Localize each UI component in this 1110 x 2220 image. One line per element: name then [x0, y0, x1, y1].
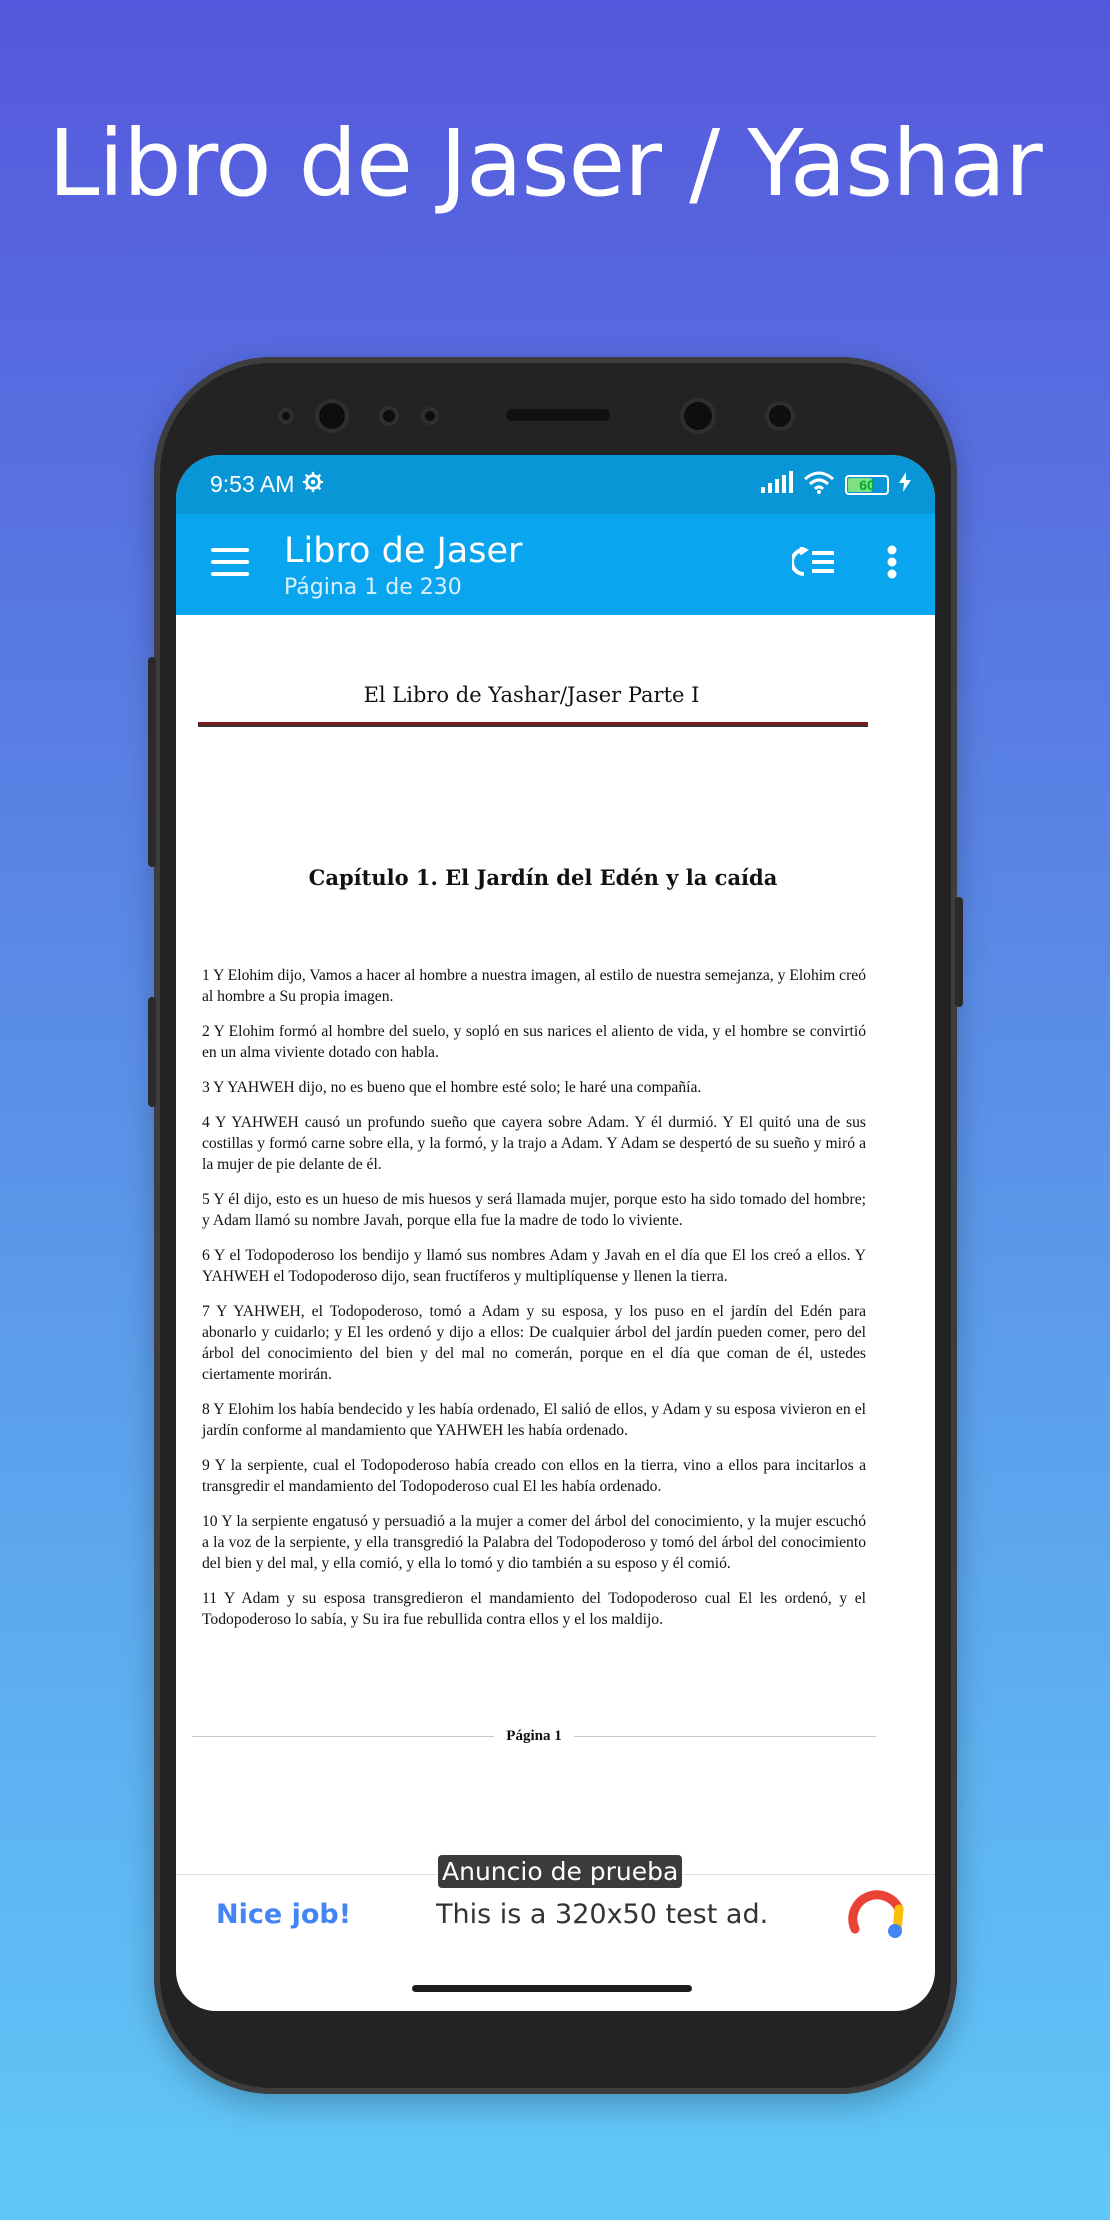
verse: 11 Y Adam y su esposa transgredieron el mandamiento del Todopoderoso cual El les ordenó, y el Todopoderoso lo sabía, y Su ira fue rebullida contra ellos y el los maldijo. — [202, 1590, 866, 1628]
wifi-icon — [803, 470, 835, 500]
ad-test-badge: Anuncio de prueba — [438, 1855, 682, 1888]
sensor-dot — [383, 410, 395, 422]
verse-list — [202, 965, 866, 1644]
signal-icon — [761, 471, 793, 499]
verse: 5 Y él dijo, esto es un hueso de mis huesos y será llamada mujer, porque esto ha sido tomado del hombre; y Adam llamó su nombre Javah, porque ella fue la madre de todo lo viviente. — [202, 1191, 866, 1229]
header-divider — [198, 722, 868, 727]
status-bar — [176, 455, 935, 514]
sensor-dot — [282, 412, 290, 420]
sensor-dot — [425, 411, 435, 421]
home-indicator[interactable] — [412, 1985, 692, 1992]
phone-screen — [176, 455, 935, 2011]
battery-level: 60 — [859, 476, 875, 493]
ad-banner[interactable] — [176, 1857, 935, 1954]
power-button — [148, 657, 156, 867]
settings-gear-icon — [302, 471, 324, 499]
document-header: El Libro de Yashar/Jaser Parte I — [363, 683, 700, 707]
status-time-group — [210, 471, 761, 499]
index-icon — [792, 547, 834, 582]
status-icons — [761, 470, 911, 500]
document-page[interactable] — [176, 615, 935, 1829]
ad-logo-icon — [847, 1885, 907, 1950]
index-button[interactable] — [777, 514, 849, 615]
page-indicator: Página 1 de 230 — [284, 575, 462, 600]
chapter-title: Capítulo 1. El Jardín del Edén y la caída — [308, 865, 778, 890]
verse: 3 Y YAHWEH dijo, no es bueno que el hombre esté solo; le haré una compañía. — [202, 1079, 702, 1096]
side-button-right — [955, 897, 963, 1007]
menu-icon — [211, 548, 249, 581]
verse: 2 Y Elohim formó al hombre del suelo, y sopló en sus narices el aliento de vida, y el hombre se convirtió en un alma viviente dotado con habla. — [202, 1023, 866, 1061]
footer-rule — [192, 1736, 494, 1737]
verse: 1 Y Elohim dijo, Vamos a hacer al hombre a nuestra imagen, al estilo de nuestra semejanza, y Elohim creó al hombre a Su propia imagen. — [202, 967, 866, 1005]
page-number: Página 1 — [506, 1728, 562, 1744]
phone-frame — [154, 357, 957, 2094]
more-options-button[interactable] — [849, 514, 935, 615]
verse: 9 Y la serpiente, cual el Todopoderoso había creado con ellos en la tierra, vino a ellos para incitarlos a transgredir el mandamiento del Todopoderoso cual El les había ordenado. — [202, 1457, 866, 1495]
promo-headline: Libro de Jaser / Yashar — [48, 110, 1042, 217]
verse: 10 Y la serpiente engatusó y persuadió a la mujer a comer del árbol del conocimiento, y la mujer escuchó a la voz de la serpiente, y ella transgredió la Palabra del Todopoderoso y tomó del árbol del conocimiento del bien y del mal, y ella comió, y ella lo tomó y dio también a su esposo y él comió. — [202, 1513, 866, 1572]
more-vert-icon — [887, 545, 897, 584]
page-footer — [192, 1728, 876, 1745]
verse: 8 Y Elohim los había bendecido y les había ordenado, El salió de ellos, y Adam y su esposa vivieron en el jardín conforme al mandamiento que YAHWEH les había ordenado. — [202, 1401, 866, 1439]
volume-button — [148, 997, 156, 1107]
front-camera-icon — [319, 403, 345, 429]
sensor-dot — [769, 405, 791, 427]
footer-rule — [574, 1736, 876, 1737]
earpiece-speaker — [506, 409, 610, 421]
verse: 4 Y YAHWEH causó un profundo sueño que cayera sobre Adam. Y él durmió. Y El quitó una de sus costillas y formó carne sobre ella, y la formó, y la trajo a Adam. Y Adam se despertó de su sueño y miró a la mujer de pie delante de él. — [202, 1114, 866, 1173]
status-time: 9:53 AM — [210, 471, 295, 497]
verse: 7 Y YAHWEH, el Todopoderoso, tomó a Adam y su esposa, y los puso en el jardín del Edén para abonarlo y cuidarlo; y El les ordenó y dijo a ellos: De cualquier árbol del jardín pueden comer, pero del árbol del conocimiento del bien y del mal no comerán, porque en el día que coman de él, ustedes ciertamente morirán. — [202, 1303, 866, 1383]
app-title: Libro de Jaser — [284, 531, 523, 571]
battery-icon — [845, 475, 889, 495]
charging-bolt-icon — [899, 471, 911, 498]
ad-body: This is a 320x50 test ad. — [436, 1899, 769, 1930]
app-bar-titles — [284, 529, 777, 600]
app-bar — [176, 514, 935, 615]
verse: 6 Y el Todopoderoso los bendijo y llamó sus nombres Adam y Javah en el día que El los creó a ellos. Y YAHWEH el Todopoderoso dijo, sean fructíferos y multiplíquense y llenen la tierra. — [202, 1247, 866, 1285]
front-camera-icon — [684, 402, 712, 430]
ad-headline: Nice job! — [216, 1899, 352, 1930]
menu-button[interactable] — [176, 514, 284, 615]
